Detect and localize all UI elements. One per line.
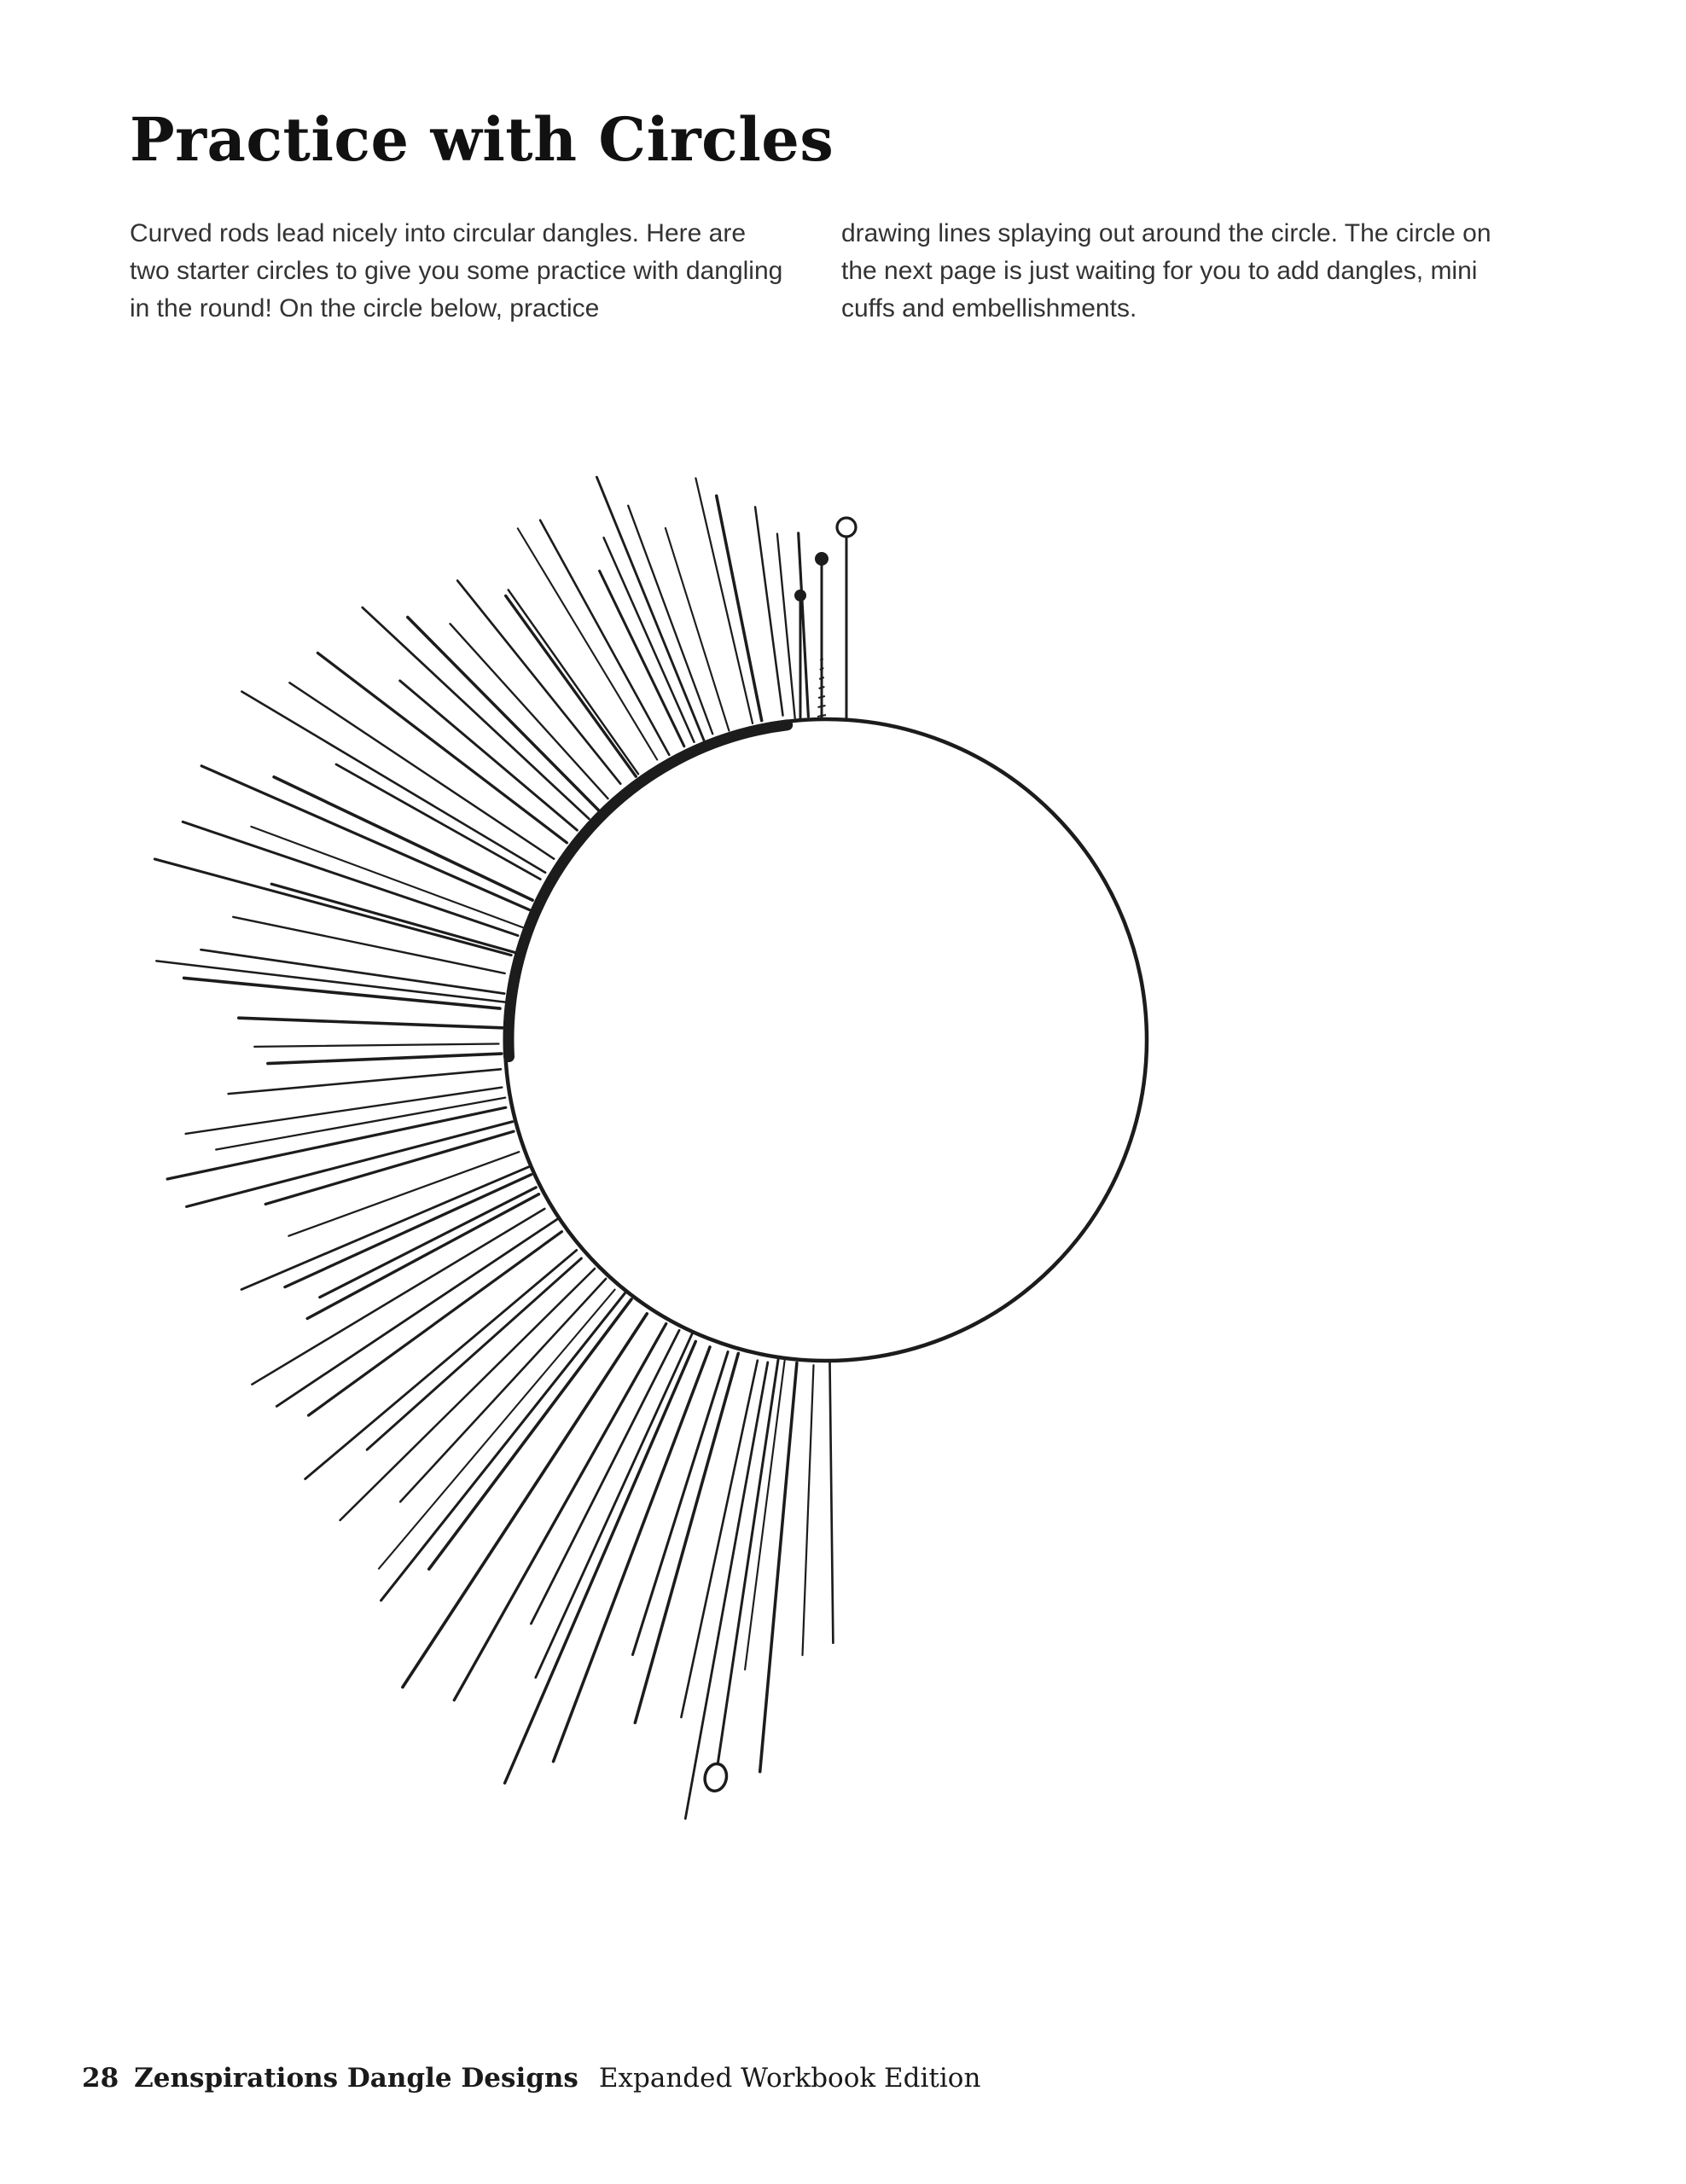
page-footer — [82, 2063, 980, 2094]
intro-paragraph-left: Curved rods lead nicely into circular dangles. Here are two starter circles to give you some practice with dangling in the round! On the circle below, practice — [130, 219, 783, 322]
intro-paragraph-right: drawing lines splaying out around the circle. The circle on the next page is just waiting for you to add dangles, mini cuffs and embellishments. — [841, 219, 1491, 322]
footer-book-title: Zenspirations Dangle Designs — [134, 2063, 578, 2094]
footer-page-number: 28 — [82, 2063, 119, 2094]
footer-edition: Expanded Workbook Edition — [598, 2063, 981, 2094]
page-title: Practice with Circles — [130, 104, 834, 175]
